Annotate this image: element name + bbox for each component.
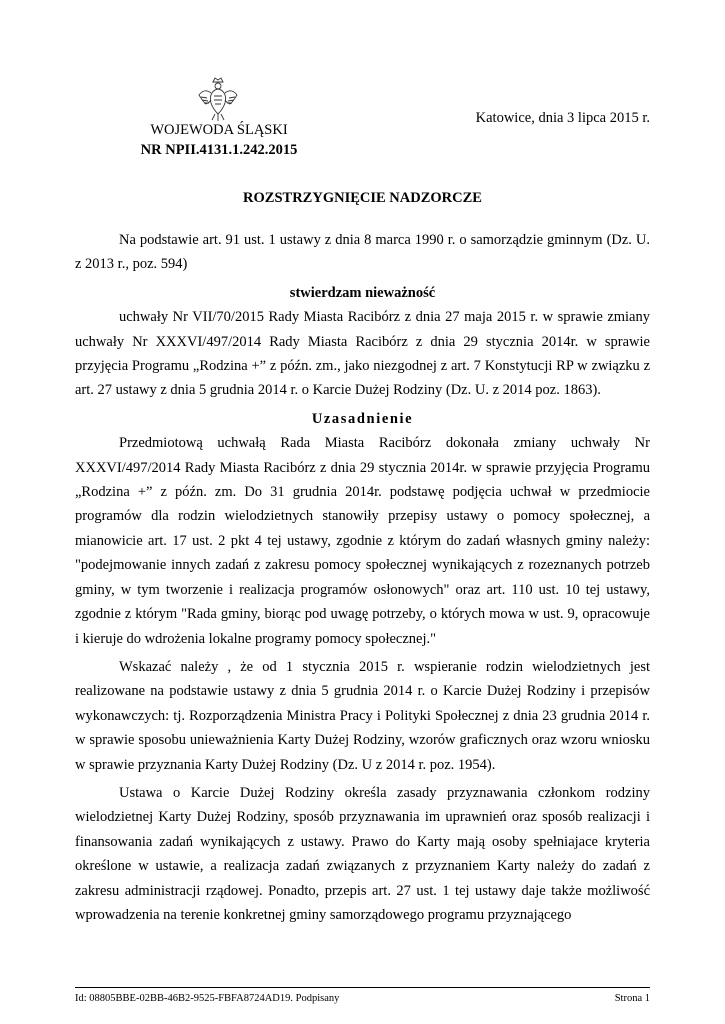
reference-number: NR NPII.4131.1.242.2015 [140,142,298,158]
document-id: Id: 08805BBE-02BB-46B2-9525-FBFA8724AD19. Podpisany [75,993,340,1004]
polish-eagle-emblem-icon [197,76,239,124]
declaration-heading: stwierdzam nieważność [289,284,436,301]
authority-name: WOJEWODA ŚLĄSKI [150,122,288,138]
legal-basis-paragraph: Na podstawie art. 91 ust. 1 ustawy z dnia 8 marca 1990 r. o samorządzie gminnym (Dz. U. z 2013 r., poz. 594) [75,232,650,273]
justification-paragraph-3: Ustawa o Karcie Dużej Rodziny określa zasady przyznawania członkom rodziny wielodzietnej Karty Dużej Rodziny, sposób przyznawania im uprawnień oraz sposób realizacji i finansowania zadań wynikających z ustawy. Prawo do Karty mają osoby spełniajace kryteria określone w ustawie, a realizacja zadań związanych z przyznaniem Karty należy do zadań z zakresu administracji rządowej. Ponadto, przepis art. 27 ust. 1 tej ustawy daje także możliwość wprowadzenia na terenie konkretnej gminy samorządowego programu przyznającego [75,784,650,923]
justification-paragraph-2: Wskazać należy , że od 1 stycznia 2015 r. wspieranie rodzin wielodzietnych jest realizowane na podstawie ustawy z dnia 5 grudnia 2014 r. o Karcie Dużej Rodziny i przepisów wykonawczych: tj. Rozporządzenia Ministra Pracy i Polityki Społecznej z dnia 23 grudnia 2014 r. w sprawie sposobu unieważnienia Karty Dużej Rodziny, wzorów graficznych oraz wzoru wniosku w sprawie przyznania Karty Dużej Rodziny (Dz. U z 2014 r. poz. 1954). [75,658,650,773]
justification-paragraph-1: Przedmiotową uchwałą Rada Miasta Racibórz dokonała zmiany uchwały Nr XXXVI/497/2014 Rady Miasta Racibórz z dnia 29 stycznia 2014r. w sprawie przyjęcia Programu „Rodzina +” z późn. zm. Do 31 grudnia 2014r. podstawę podjęcia uchwał w przedmiocie programów dla rodzin wielodzietnych stanowiły przepisy ustawy o pomocy społecznej, a mianowicie art. 17 ust. 2 pkt 4 tej ustawy, zgodnie z którym do zadań własnych gminy należy: "podejmowanie innych zadań z zakresu pomocy społecznej wynikających z rozeznanych potrzeb gminy, w tym tworzenie i realizacja programów osłonowych" oraz art. 110 ust. 10 tej ustawy, zgodnie z którym "Rada gminy, biorąc pod uwagę potrzeby, o których mowa w ust. 9, opracowuje i kieruje do wdrożenia lokalne programy pomocy społecznej." [75,435,650,647]
footer-divider [75,987,650,988]
justification-heading: Uzasadnienie [311,410,414,427]
page-number: Strona 1 [614,993,650,1004]
place-and-date: Katowice, dnia 3 lipca 2015 r. [475,110,650,126]
issuing-authority [130,120,308,160]
resolution-paragraph: uchwały Nr VII/70/2015 Rady Miasta Racibórz z dnia 27 maja 2015 r. w sprawie zmiany uchwały Nr XXXVI/497/2014 Rady Miasta Racibórz z dnia 29 stycznia 2014r. w sprawie przyjęcia Programu „Rodzina +” z późn. zm., jako niezgodnej z art. 7 Konstytucji RP w związku z art. 27 ustawy z dnia 5 grudnia 2014 r. o Karcie Dużej Rodziny (Dz. U. z 2014 poz. 1863). [75,309,650,399]
document-title: ROZSTRZYGNIĘCIE NADZORCZE [243,190,482,206]
document-body [75,228,650,927]
